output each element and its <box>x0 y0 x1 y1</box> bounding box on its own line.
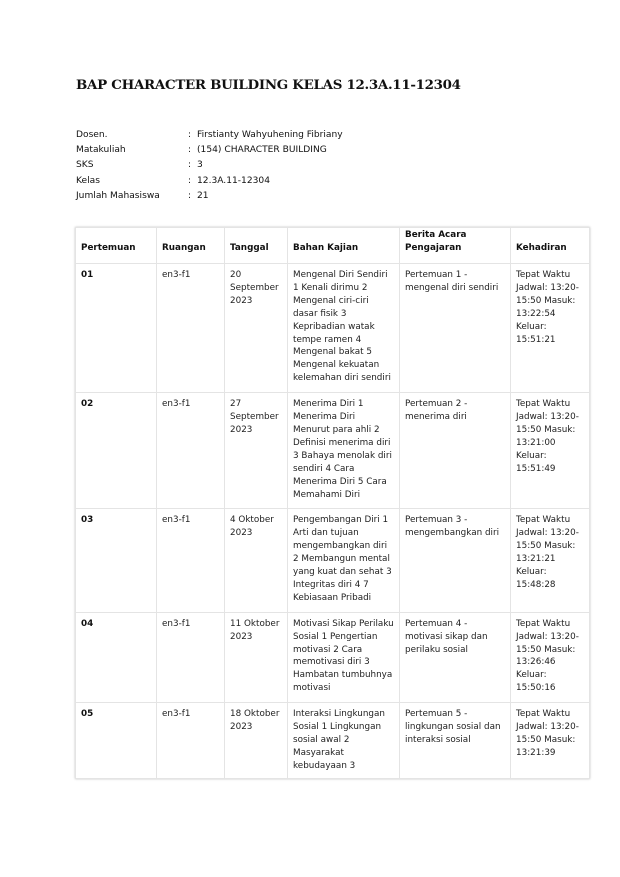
table-row <box>76 612 590 702</box>
cell-bahan-kajian: Interaksi Lingkungan Sosial 1 Lingkungan sosial awal 2 Masyarakat kebudayaan 3 <box>288 703 400 779</box>
table-row <box>76 393 590 509</box>
cell-ruangan: en3-f1 <box>157 703 225 779</box>
cell-bahan-kajian: Menerima Diri 1 Menerima Diri Menurut para ahli 2 Definisi menerima diri 3 Bahaya menolak diri sendiri 4 Cara Menerima Diri 5 Cara Memahami Diri <box>288 393 400 509</box>
cell-kehadiran: Tepat Waktu Jadwal: 13:20-15:50 Masuk: 13:21:00 Keluar: 15:51:49 <box>511 393 590 509</box>
cell-berita-acara: Pertemuan 3 - mengembangkan diri <box>400 509 511 612</box>
table-row <box>76 509 590 612</box>
info-value: 12.3A.11-12304 <box>197 175 270 186</box>
cell-berita-acara: Pertemuan 5 - lingkungan sosial dan interaksi sosial <box>400 703 511 779</box>
header-bahan-kajian: Bahan Kajian <box>288 228 400 264</box>
cell-kehadiran: Tepat Waktu Jadwal: 13:20-15:50 Masuk: 13:22:54 Keluar: 15:51:21 <box>511 264 590 393</box>
table-header-row <box>76 228 590 264</box>
cell-tanggal: 4 Oktober 2023 <box>225 509 288 612</box>
cell-bahan-kajian: Motivasi Sikap Perilaku Sosial 1 Pengertian motivasi 2 Cara memotivasi diri 3 Hambatan tumbuhnya motivasi <box>288 612 400 702</box>
header-pertemuan: Pertemuan <box>76 228 157 264</box>
info-separator: : <box>188 190 192 201</box>
cell-tanggal: 11 Oktober 2023 <box>225 612 288 702</box>
header-ruangan: Ruangan <box>157 228 225 264</box>
cell-pertemuan: 01 <box>76 264 157 393</box>
cell-tanggal: 27 September 2023 <box>225 393 288 509</box>
cell-ruangan: en3-f1 <box>157 393 225 509</box>
cell-pertemuan: 02 <box>76 393 157 509</box>
cell-kehadiran: Tepat Waktu Jadwal: 13:20-15:50 Masuk: 13:21:39 <box>511 703 590 779</box>
info-row-jumlah-mahasiswa <box>76 189 343 204</box>
cell-pertemuan: 04 <box>76 612 157 702</box>
page-title: BAP CHARACTER BUILDING KELAS 12.3A.11-12304 <box>76 77 461 93</box>
info-row-dosen <box>76 128 343 143</box>
info-separator: : <box>188 175 192 186</box>
attendance-table <box>75 227 590 779</box>
cell-ruangan: en3-f1 <box>157 264 225 393</box>
cell-pertemuan: 05 <box>76 703 157 779</box>
header-tanggal: Tanggal <box>225 228 288 264</box>
info-value: 3 <box>197 160 203 171</box>
info-label: Jumlah Mahasiswa <box>76 190 160 201</box>
cell-berita-acara: Pertemuan 1 - mengenal diri sendiri <box>400 264 511 393</box>
table-row <box>76 264 590 393</box>
cell-pertemuan: 03 <box>76 509 157 612</box>
info-row-sks <box>76 158 343 173</box>
info-row-matakuliah <box>76 143 343 158</box>
cell-bahan-kajian: Pengembangan Diri 1 Arti dan tujuan mengembangkan diri 2 Membangun mental yang kuat dan sehat 3 Integritas diri 4 7 Kebiasaan Pribadi <box>288 509 400 612</box>
info-value: 21 <box>197 190 209 201</box>
info-label: Kelas <box>76 175 100 186</box>
cell-berita-acara: Pertemuan 4 - motivasi sikap dan perilaku sosial <box>400 612 511 702</box>
info-label: SKS <box>76 160 94 171</box>
header-kehadiran: Kehadiran <box>511 228 590 264</box>
table-row <box>76 703 590 779</box>
cell-tanggal: 20 September 2023 <box>225 264 288 393</box>
cell-tanggal: 18 Oktober 2023 <box>225 703 288 779</box>
cell-ruangan: en3-f1 <box>157 612 225 702</box>
info-separator: : <box>188 160 192 171</box>
info-row-kelas <box>76 174 343 189</box>
header-berita-acara: Berita Acara Pengajaran <box>400 228 511 264</box>
info-separator: : <box>188 145 192 156</box>
cell-kehadiran: Tepat Waktu Jadwal: 13:20-15:50 Masuk: 13:26:46 Keluar: 15:50:16 <box>511 612 590 702</box>
cell-ruangan: en3-f1 <box>157 509 225 612</box>
info-value: (154) CHARACTER BUILDING <box>197 145 327 156</box>
course-info <box>76 128 343 204</box>
cell-berita-acara: Pertemuan 2 - menerima diri <box>400 393 511 509</box>
cell-kehadiran: Tepat Waktu Jadwal: 13:20-15:50 Masuk: 13:21:21 Keluar: 15:48:28 <box>511 509 590 612</box>
info-label: Dosen. <box>76 130 108 140</box>
info-value: Firstianty Wahyuhening Fibriany <box>197 130 343 140</box>
info-label: Matakuliah <box>76 145 126 156</box>
cell-bahan-kajian: Mengenal Diri Sendiri 1 Kenali dirimu 2 Mengenal ciri-ciri dasar fisik 3 Kepribadian watak tempe ramen 4 Mengenal bakat 5 Mengenal kekuatan kelemahan diri sendiri <box>288 264 400 393</box>
info-separator: : <box>188 130 192 140</box>
